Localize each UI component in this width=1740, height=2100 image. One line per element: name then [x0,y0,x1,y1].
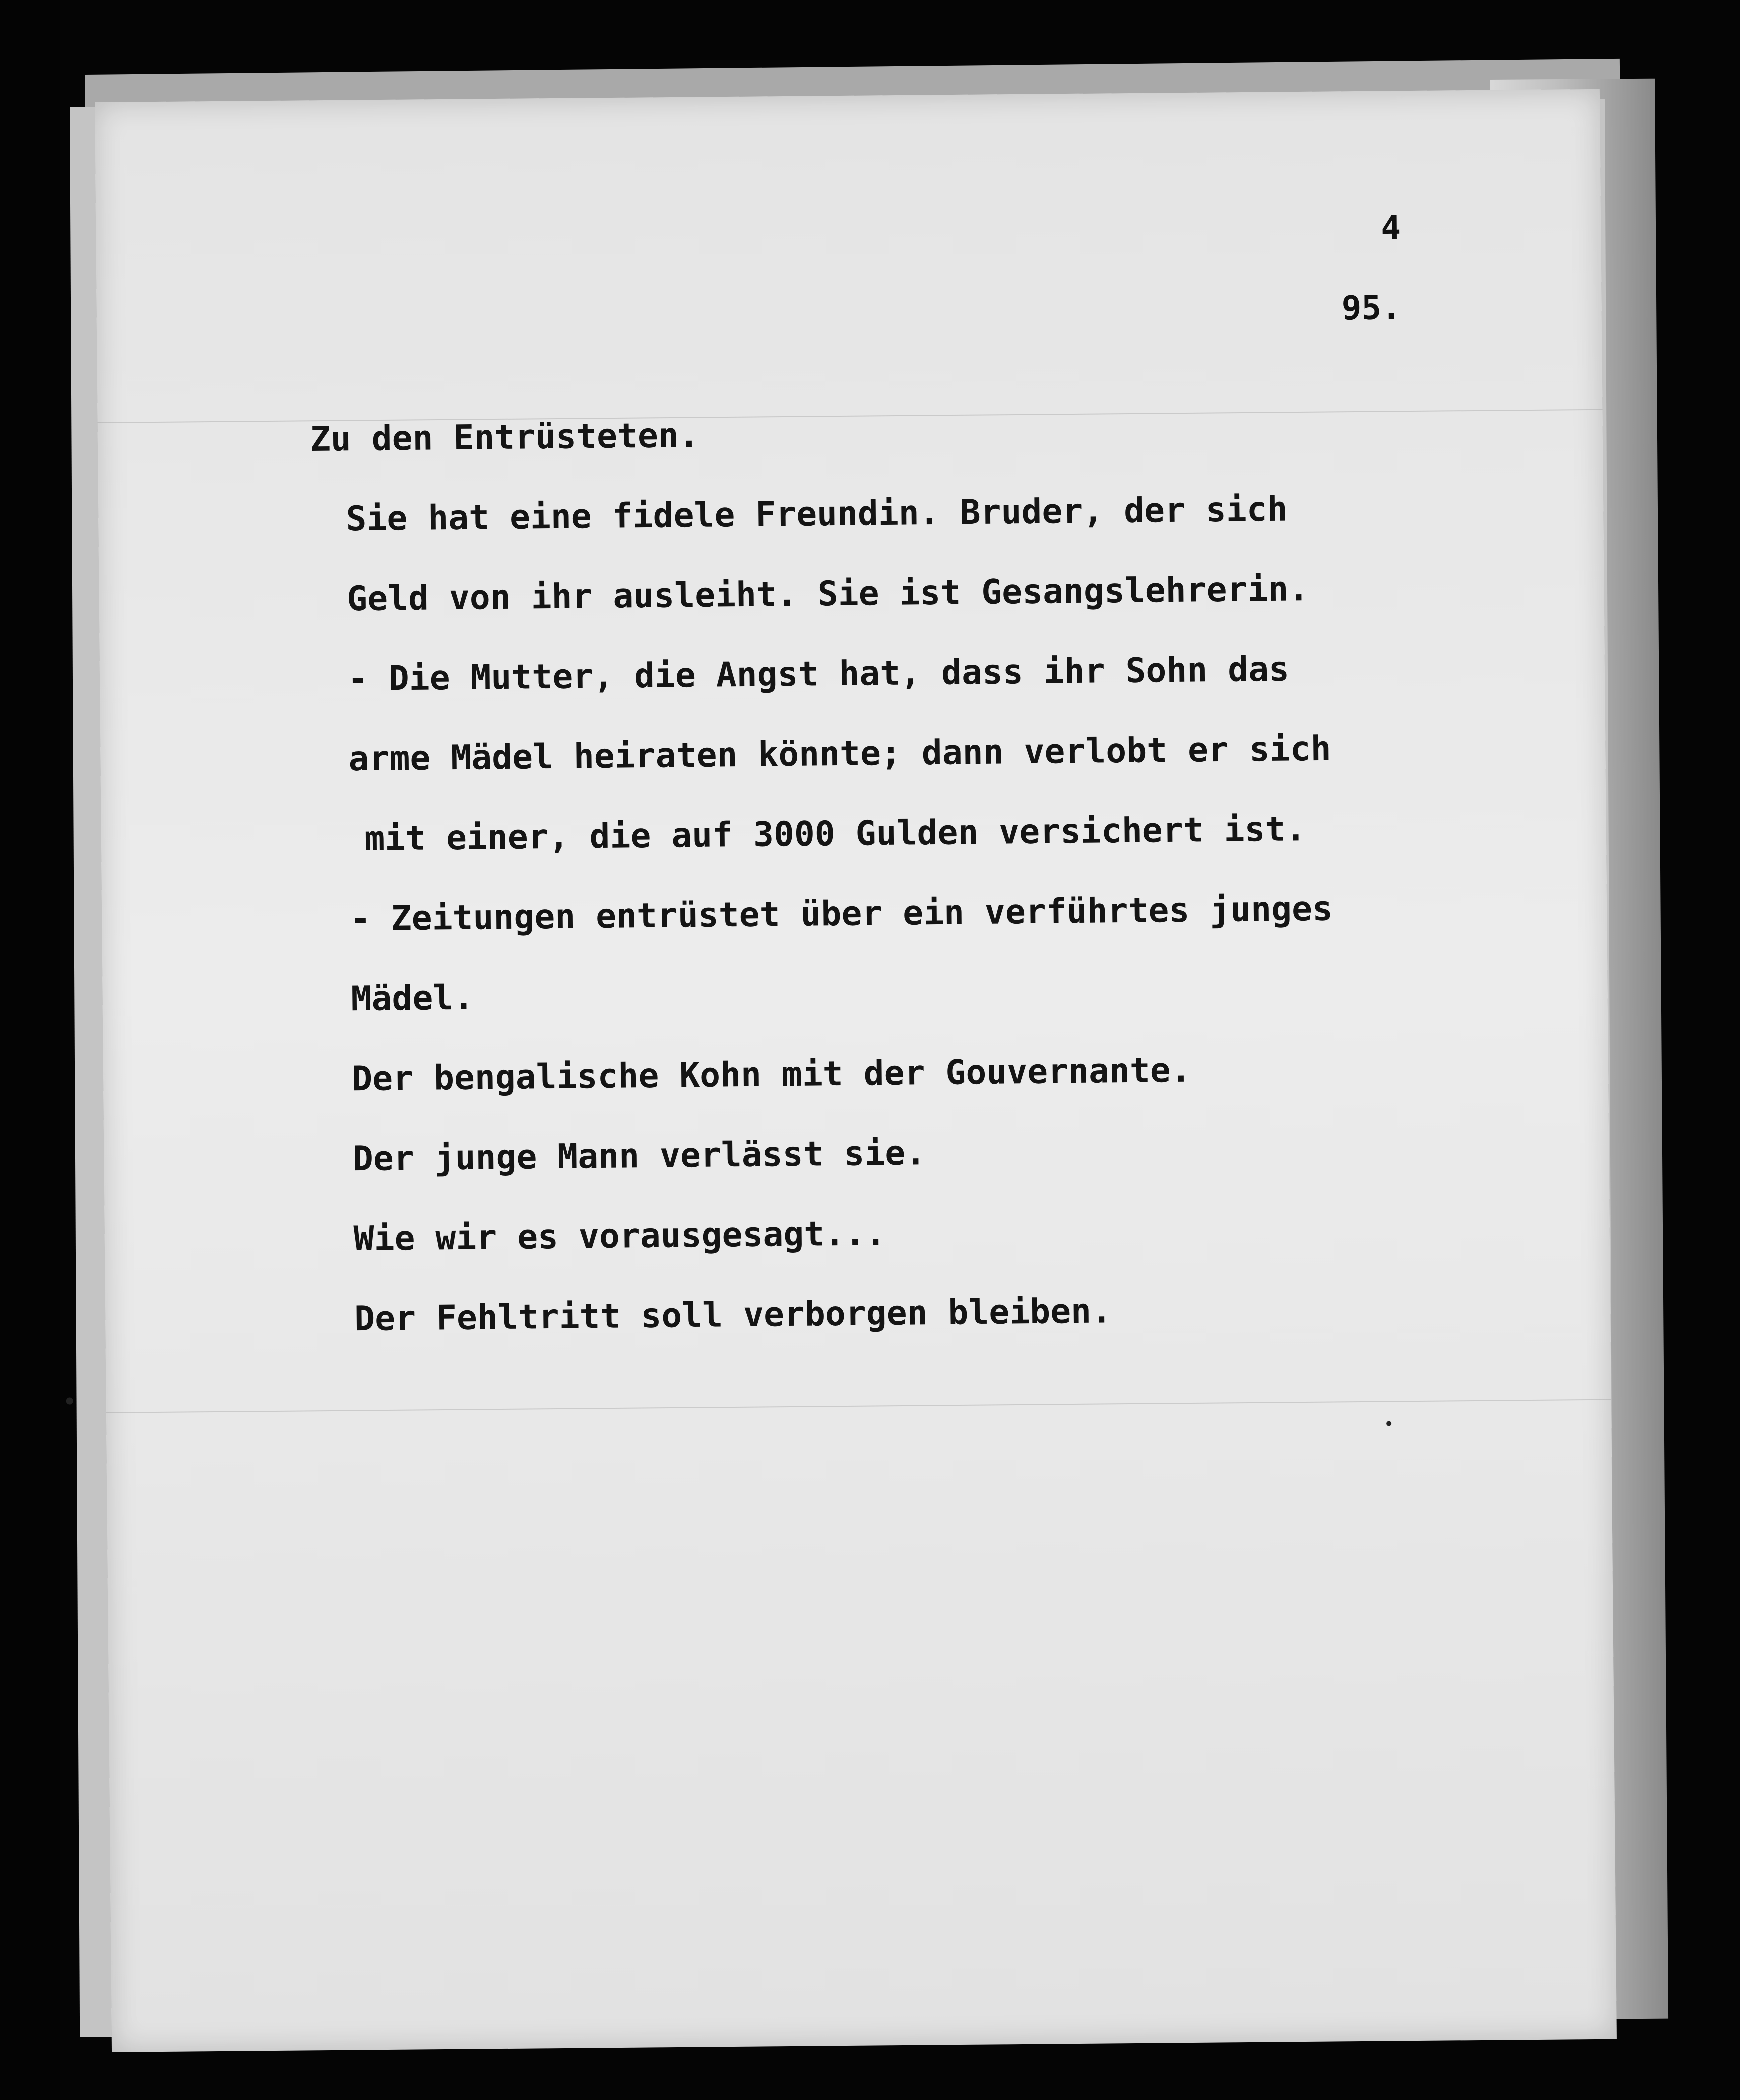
text-line: Der Fehltritt soll verborgen bleiben. [354,1292,1112,1340]
text-line: mit einer, die auf 3000 Gulden versichert ist. [364,810,1306,859]
text-line: - Die Mutter, die Angst hat, dass ihr Sohn das [348,650,1290,700]
text-line: Sie hat eine fidele Freundin. Bruder, der sich [346,490,1288,540]
ink-dot [1386,1421,1392,1426]
scan-border [0,0,60,2100]
ink-dot [66,1398,74,1404]
section-heading: Zu den Entrüsteten. [310,416,700,460]
document-body [310,387,1545,1360]
text-line: Der bengalische Kohn mit der Gouvernante. [352,1050,1192,1100]
text-line: Wie wir es vorausgesagt... [354,1214,886,1260]
page-number-top: 4 [1380,208,1402,248]
ruled-line [106,1400,1612,1414]
text-line: Geld von ihr ausleiht. Sie ist Gesangslehrerin. [346,570,1310,620]
text-line: Mädel. [351,978,474,1020]
text-line: arme Mädel heiraten könnte; dann verlobt er sich [348,729,1332,780]
text-line: - Zeitungen entrüstet über ein verführtes junges [350,889,1334,940]
text-line: Der junge Mann verlässt sie. [352,1134,926,1180]
page-number-stamp: 95. [1342,288,1402,328]
